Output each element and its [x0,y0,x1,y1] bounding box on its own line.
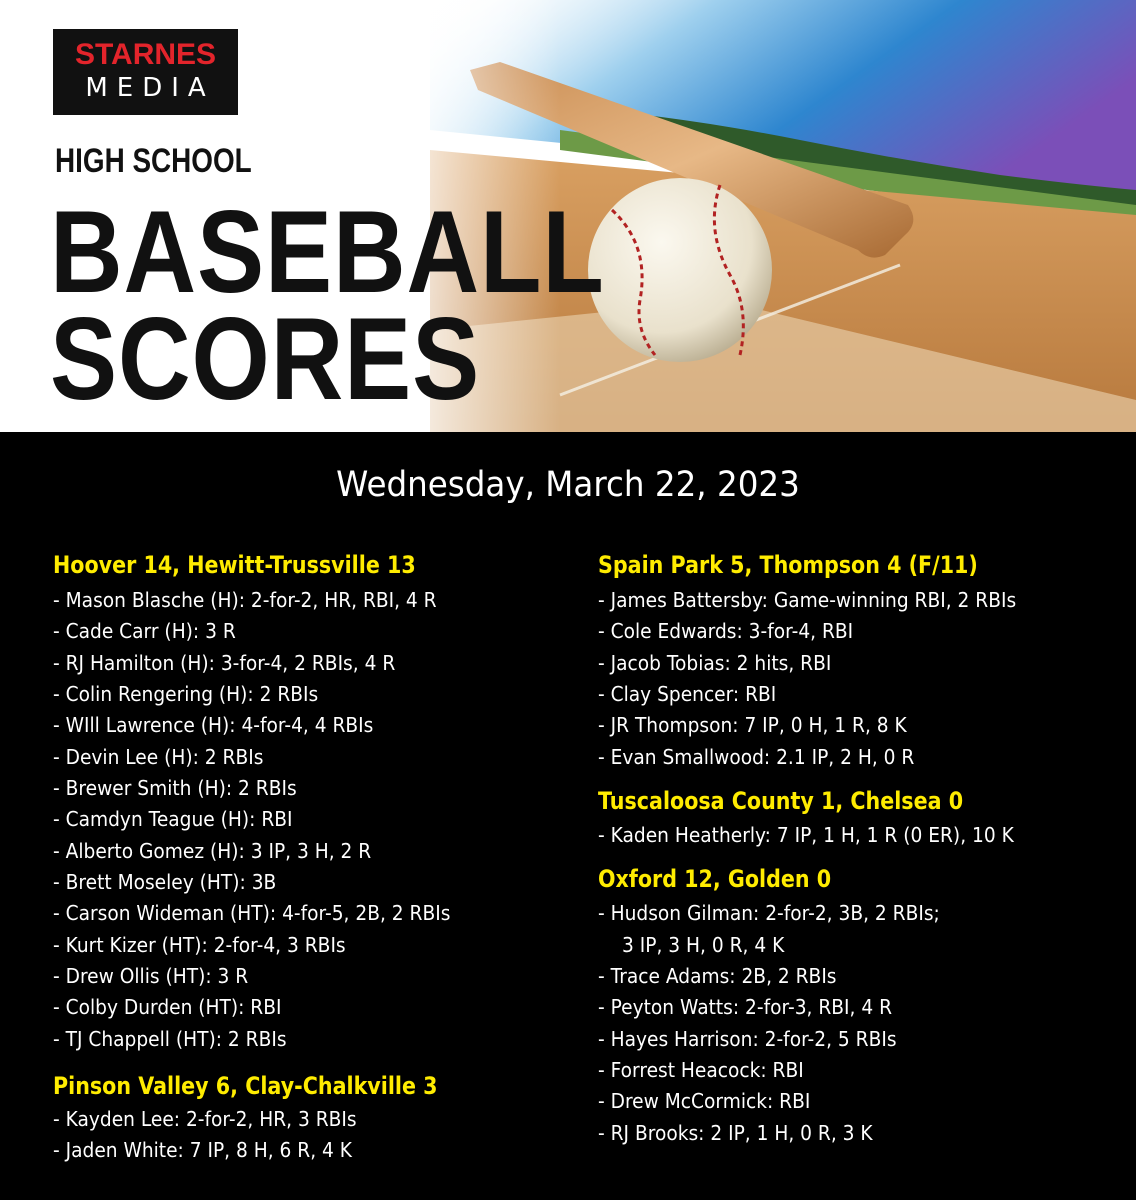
stat-line: - Kaden Heatherly: 7 IP, 1 H, 1 R (0 ER), 10 K [598,823,1014,847]
stat-line: - Evan Smallwood: 2.1 IP, 2 H, 0 R [598,745,915,769]
stat-line: - Brett Moseley (HT): 3B [53,870,277,894]
stat-line: - Cole Edwards: 3-for-4, RBI [598,619,854,643]
stat-line: - Brewer Smith (H): 2 RBIs [53,776,297,800]
score-date: Wednesday, March 22, 2023 [336,465,800,505]
stat-line: - RJ Brooks: 2 IP, 1 H, 0 R, 3 K [598,1121,873,1145]
stat-line: - Peyton Watts: 2-for-3, RBI, 4 R [598,995,893,1019]
game-title: Pinson Valley 6, Clay-Chalkville 3 [53,1072,438,1100]
stat-line: - Trace Adams: 2B, 2 RBIs [598,964,837,988]
stat-line: - Kurt Kizer (HT): 2-for-4, 3 RBIs [53,933,346,957]
header-kicker: HIGH SCHOOL [55,142,252,180]
stat-line: - Cade Carr (H): 3 R [53,619,236,643]
header-banner [0,0,1136,432]
stat-line: - Hudson Gilman: 2-for-2, 3B, 2 RBIs; [598,901,940,925]
stat-line: - Carson Wideman (HT): 4-for-5, 2B, 2 RBIs [53,901,451,925]
logo-wordmark-starnes: STARNES [74,38,217,71]
game-title: Hoover 14, Hewitt-Trussville 13 [53,551,416,579]
starnes-media-logo [53,29,238,115]
game-title: Tuscaloosa County 1, Chelsea 0 [598,787,964,815]
stat-line: - Kayden Lee: 2-for-2, HR, 3 RBIs [53,1107,357,1131]
stat-line: - Drew McCormick: RBI [598,1089,811,1113]
stat-line: - James Battersby: Game-winning RBI, 2 RBIs [598,588,1017,612]
stat-line: - JR Thompson: 7 IP, 0 H, 1 R, 8 K [598,713,907,737]
stat-line: - Alberto Gomez (H): 3 IP, 3 H, 2 R [53,839,372,863]
logo-wordmark-media: MEDIA [85,73,215,103]
page-title-line1: BASEBALL [50,186,605,317]
stat-line: - Colby Durden (HT): RBI [53,995,282,1019]
stat-line-continuation: 3 IP, 3 H, 0 R, 4 K [622,933,785,957]
stat-line: - Jacob Tobias: 2 hits, RBI [598,651,832,675]
game-title: Oxford 12, Golden 0 [598,865,832,893]
page-title-line2: SCORES [50,293,481,424]
game-title: Spain Park 5, Thompson 4 (F/11) [598,551,978,579]
stat-line: - Clay Spencer: RBI [598,682,777,706]
stat-line: - Devin Lee (H): 2 RBIs [53,745,264,769]
stat-line: - RJ Hamilton (H): 3-for-4, 2 RBIs, 4 R [53,651,396,675]
stat-line: - Mason Blasche (H): 2-for-2, HR, RBI, 4 R [53,588,437,612]
stat-line: - Forrest Heacock: RBI [598,1058,804,1082]
stat-line: - TJ Chappell (HT): 2 RBIs [53,1027,287,1051]
stat-line: - Hayes Harrison: 2-for-2, 5 RBIs [598,1027,897,1051]
stat-line: - Colin Rengering (H): 2 RBIs [53,682,319,706]
stat-line: - Camdyn Teague (H): RBI [53,807,293,831]
stat-line: - WIll Lawrence (H): 4-for-4, 4 RBIs [53,713,374,737]
stat-line: - Drew Ollis (HT): 3 R [53,964,249,988]
stat-line: - Jaden White: 7 IP, 8 H, 6 R, 4 K [53,1138,352,1162]
